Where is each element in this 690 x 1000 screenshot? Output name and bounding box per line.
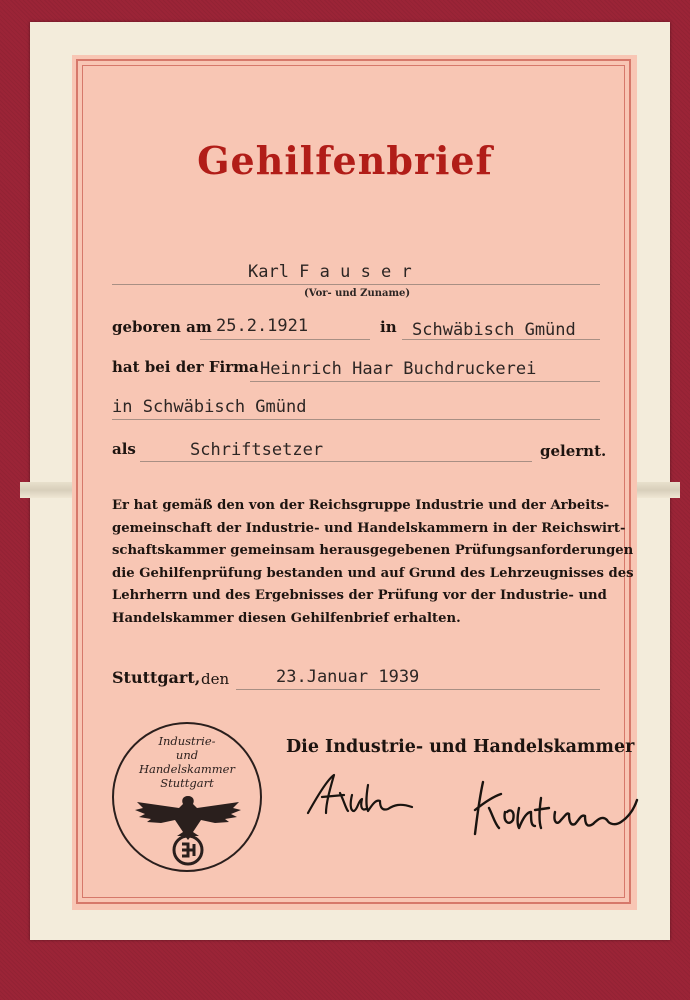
name-caption: (Vor- und Zuname) [304,288,411,299]
name-line [112,284,600,285]
firm-name: Heinrich Haar Buchdruckerei [260,359,537,379]
firm-label: hat bei der Firma [112,358,259,376]
name-value: Karl F a u s e r [248,262,412,282]
profession-line [140,461,532,462]
certificate-paragraph [112,495,634,631]
city-label: Stuttgart, [112,668,201,687]
date-line [236,689,600,690]
signature-two-icon [465,772,645,844]
paragraph-line: Handelskammer diesen Gehilfenbrief erhalten. [112,610,461,626]
in-label: in [380,318,397,336]
den-label: den [201,670,230,688]
chamber-name: Die Industrie- und Handelskammer [286,737,635,757]
paragraph-line: die Gehilfenprüfung bestanden und auf Grund des Lehrzeugnisses des [112,565,634,581]
born-date-line [200,339,370,340]
seal-line: Stuttgart [160,776,214,790]
born-place-line [402,339,600,340]
profession-value: Schriftsetzer [190,440,324,460]
certificate-title: Gehilfenbrief [197,138,493,183]
firm-line [250,381,600,382]
seal-line: Industrie- [158,734,216,748]
issue-date: 23.Januar 1939 [276,667,420,687]
firm-place-line [112,419,600,420]
firm-place: in Schwäbisch Gmünd [112,397,307,417]
paragraph-line: gemeinschaft der Industrie- und Handelskammern in der Reichswirt- [112,520,626,536]
seal-line: Handelskammer [139,762,235,776]
seal-line: und [175,748,199,762]
eagle-emblem-icon [127,786,249,868]
as-label: als [112,440,136,458]
born-place: Schwäbisch Gmünd [412,320,576,340]
learned-label: gelernt. [540,442,607,460]
paragraph-line: Lehrherrn und des Ergebnisses der Prüfung vor der Industrie- und [112,588,607,604]
chamber-seal [112,722,262,872]
paragraph-line: Er hat gemäß den von der Reichsgruppe Industrie und der Arbeits- [112,498,610,513]
born-label: geboren am [112,318,212,336]
born-date: 25.2.1921 [216,316,309,336]
paragraph-line: schaftskammer gemeinsam herausgegebenen Prüfungsanforderungen [112,543,634,559]
signature-one-icon [300,765,420,825]
